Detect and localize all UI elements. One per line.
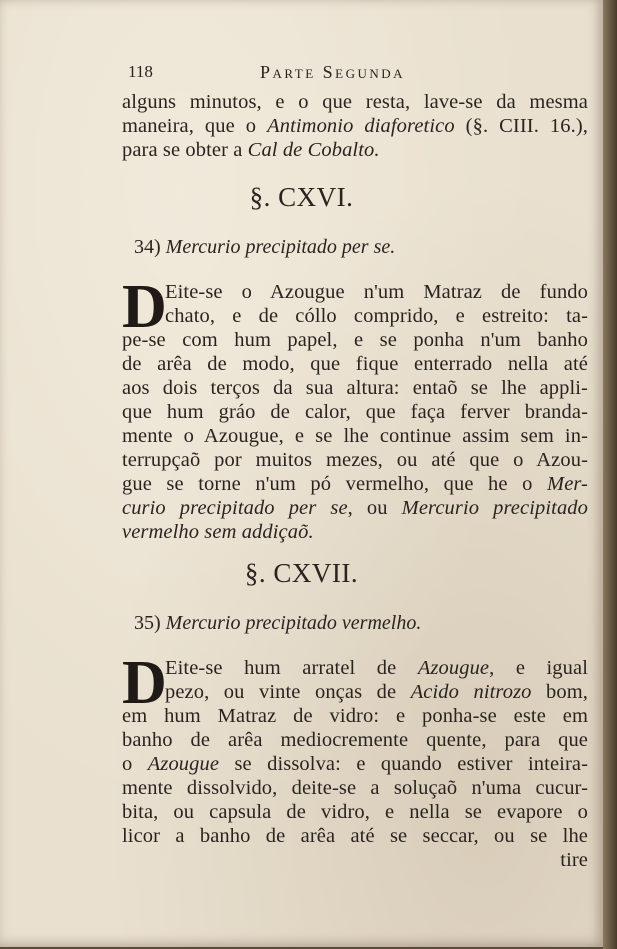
text-line: Eite-se o Azougue n'um Matraz de fundo [165, 281, 588, 303]
subheading-title: Mercurio precipitado per se. [165, 236, 396, 258]
text-line: curio precipitado per se, ou Mercurio precipitado [122, 497, 588, 519]
text-line: banho de arêa mediocremente quente, para que [122, 729, 588, 751]
drop-cap: D [122, 649, 167, 717]
text-line: Eite-se hum arratel de Azougue, e igual [165, 657, 588, 679]
italic-term: Cal de Cobalto. [247, 139, 380, 161]
text-line: mente o Azougue, e se lhe continue assim sem in- [122, 425, 588, 447]
text-line: aos dois terços da sua altura: entaõ se lhe appli- [122, 377, 588, 399]
text-line: em hum Matraz de vidro: e ponha-se este em [122, 705, 588, 727]
drop-cap: D [122, 273, 167, 341]
text-line: chato, e de cóllo comprido, e estreito: ta- [165, 305, 588, 327]
subheading-number: 35) [134, 612, 161, 634]
italic-term: Mercurio precipitado [401, 497, 588, 519]
text-line: para se obter a Cal de Cobalto. [122, 139, 380, 161]
italic-term: Acido nitrozo [410, 681, 532, 703]
text-line: o Azougue se dissolva: e quando estiver inteira- [122, 753, 588, 775]
subheading-number: 34) [134, 236, 161, 258]
page-number: 118 [128, 62, 153, 81]
text-line: pe-se com hum papel, e se ponha n'um banho [122, 329, 588, 351]
italic-term: Antimonio diaforetico [267, 115, 455, 137]
text-line: gue se torne n'um pó vermelho, que he o Mer- [122, 473, 588, 495]
text-line: que hum gráo de calor, que faça ferver branda- [122, 401, 588, 423]
italic-term: curio precipitado per se [122, 497, 348, 519]
subheading-mercurio-per-se [134, 236, 395, 259]
page-header [128, 62, 463, 86]
text-line: de arêa de modo, que fique enterrado nella até [122, 353, 588, 375]
subheading-mercurio-vermelho [134, 612, 421, 635]
catchword: tire [560, 849, 588, 871]
text-line: bita, ou capsula de vidro, e nella se evapore o [122, 801, 588, 823]
italic-term: Azougue [147, 753, 220, 775]
section-heading-cxvi: §. CXVI. [249, 182, 354, 212]
text-line: alguns minutos, e o que resta, lave-se da mesma [122, 91, 588, 113]
section-heading-cxvii: §. CXVII. [244, 558, 359, 588]
subheading-title: Mercurio precipitado vermelho. [165, 612, 422, 634]
italic-term: vermelho sem addiçaõ. [122, 521, 314, 543]
text-line: mente dissolvido, deite-se a soluçaõ n'uma cucur- [122, 777, 588, 799]
italic-term: Mer- [547, 473, 588, 495]
text-line: terrupçaõ por muitos mezes, ou até que o Azou- [122, 449, 588, 471]
running-title: Parte Segunda [260, 62, 406, 82]
text-line: licor a banho de arêa até se seccar, ou se lhe [122, 825, 588, 847]
page-edge [603, 0, 617, 949]
italic-term: Azougue [417, 657, 490, 679]
text-line: pezo, ou vinte onças de Acido nitrozo bom, [165, 681, 588, 703]
text-line [122, 520, 588, 544]
text-line: maneira, que o Antimonio diaforetico (§. CIII. 16.), [122, 115, 588, 137]
